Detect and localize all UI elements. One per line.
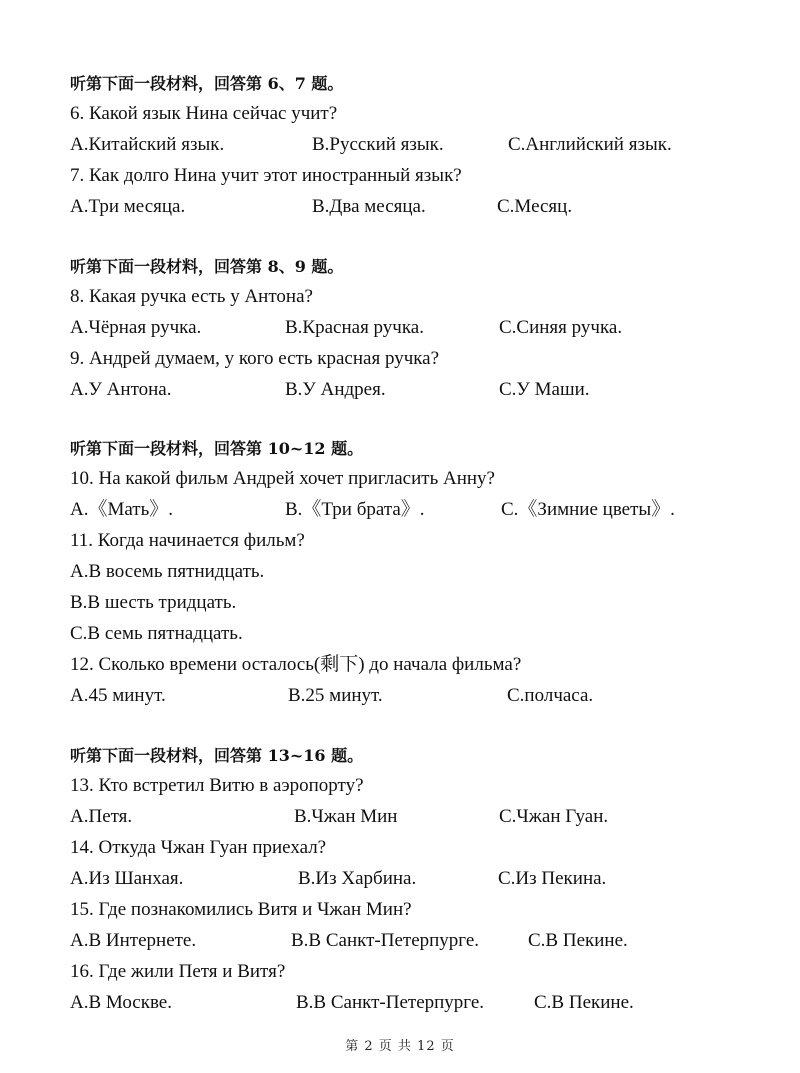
option-c: C.В семь пятнадцать.: [70, 623, 243, 644]
page-number-footer: 第 2 页 共 12 页: [345, 1039, 455, 1054]
option-a: A.45 минут.: [70, 685, 166, 706]
question-6: 6. Какой язык Нина сейчас учит?: [70, 103, 338, 124]
question-12: 12. Сколько времени осталось(剩下) до начала фильма?: [70, 654, 522, 675]
options-row: [70, 312, 750, 343]
option-a: A.В Интернете.: [70, 930, 197, 951]
options-row: [70, 863, 750, 894]
options-row: [70, 680, 750, 711]
option-c: C.Чжан Гуан.: [499, 806, 609, 827]
option-a: A.Китайский язык.: [70, 134, 225, 155]
question-16: 16. Где жили Петя и Витя?: [70, 961, 286, 982]
question-9: 9. Андрей думаем, у кого есть красная ручка?: [70, 348, 440, 369]
option-a: A.Из Шанхая.: [70, 868, 184, 889]
option-b: B.У Андрея.: [285, 379, 386, 400]
option-a: A.У Антона.: [70, 379, 172, 400]
option-c: C.полчаса.: [507, 685, 594, 706]
option-c: C.В Пекине.: [534, 992, 634, 1013]
question-10: 10. На какой фильм Андрей хочет пригласить Анну?: [70, 468, 495, 489]
question-8: 8. Какая ручка есть у Антона?: [70, 286, 313, 307]
option-c: C.У Маши.: [499, 379, 590, 400]
question-14: 14. Откуда Чжан Гуан приехал?: [70, 837, 327, 858]
section-header: 听第下面一段材料，回答第 6、7 题。: [70, 74, 344, 93]
option-c: C.Месяц.: [497, 196, 573, 217]
question-15: 15. Где познакомились Витя и Чжан Мин?: [70, 899, 412, 920]
option-b: B.В Санкт-Петерпурге.: [296, 992, 485, 1013]
option-b: B.В шесть тридцать.: [70, 592, 237, 613]
options-row: [70, 129, 750, 160]
options-row: [70, 494, 750, 525]
section-6-7: [70, 70, 750, 222]
option-b: B.Чжан Мин: [294, 806, 398, 827]
option-a: A.Петя.: [70, 806, 133, 827]
option-c: C.《Зимние цветы》.: [501, 499, 675, 520]
option-a: A.В Москве.: [70, 992, 172, 1013]
section-8-9: [70, 253, 750, 405]
option-c: C.Английский язык.: [508, 134, 672, 155]
section-header: 听第下面一段材料，回答第 10~12 题。: [70, 439, 364, 458]
option-b: B.В Санкт-Петерпурге.: [291, 930, 480, 951]
option-b: B.《Три брата》.: [285, 499, 425, 520]
option-c: C.В Пекине.: [528, 930, 628, 951]
question-13: 13. Кто встретил Витю в аэропорту?: [70, 775, 364, 796]
option-b: B.25 минут.: [288, 685, 383, 706]
option-b: B.Из Харбина.: [298, 868, 417, 889]
option-a: A.Три месяца.: [70, 196, 186, 217]
option-a: A.В восемь пятнидцать.: [70, 561, 265, 582]
question-7: 7. Как долго Нина учит этот иностранный язык?: [70, 165, 462, 186]
options-row: [70, 191, 750, 222]
option-b: B.Красная ручка.: [285, 317, 424, 338]
options-row: [70, 987, 750, 1018]
section-header: 听第下面一段材料，回答第 8、9 题。: [70, 257, 344, 276]
question-11: 11. Когда начинается фильм?: [70, 530, 305, 551]
option-a: A.Чёрная ручка.: [70, 317, 202, 338]
section-13-16: [70, 742, 750, 1018]
options-row: [70, 925, 750, 956]
option-a: A.《Мать》.: [70, 499, 174, 520]
options-row: [70, 801, 750, 832]
option-c: C.Из Пекина.: [498, 868, 607, 889]
section-10-12: [70, 435, 750, 711]
option-c: C.Синяя ручка.: [499, 317, 623, 338]
options-row: [70, 374, 750, 405]
option-b: B.Русский язык.: [312, 134, 444, 155]
section-header: 听第下面一段材料，回答第 13~16 题。: [70, 746, 364, 765]
option-b: B.Два месяца.: [312, 196, 426, 217]
